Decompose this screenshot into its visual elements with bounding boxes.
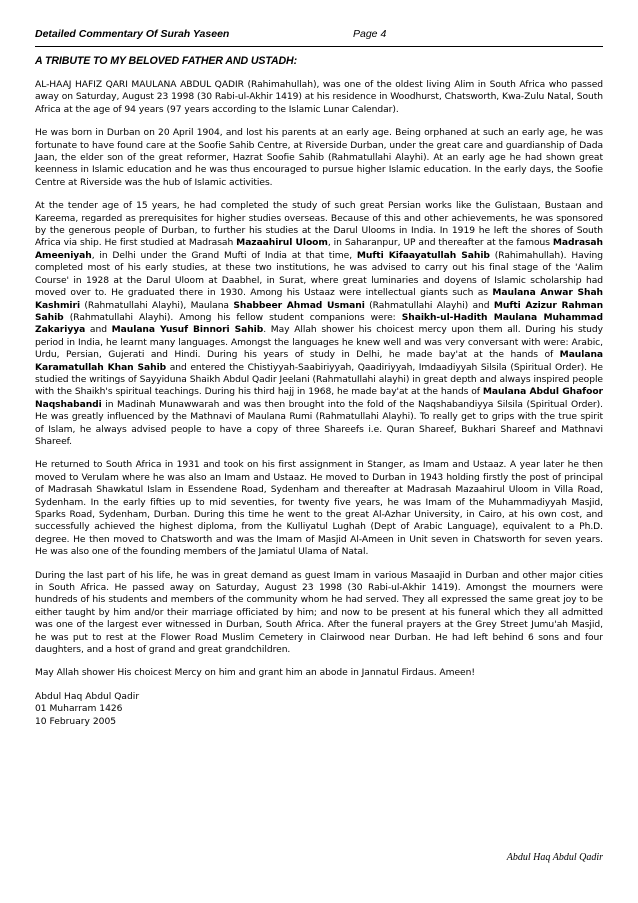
footer-author: Abdul Haq Abdul Qadir bbox=[506, 852, 603, 863]
paragraph bbox=[35, 667, 603, 679]
bold-name-text: Maulana Abdul Ghafoor Naqshabandi bbox=[35, 387, 603, 410]
body-text bbox=[35, 79, 603, 680]
paragraph-text: (Rahmatullahi Alayhi) and bbox=[364, 300, 494, 311]
paragraph-text: AL-HAAJ HAFIZ QARI MAULANA ABDUL QADIR (Rahimahullah), was one of the oldest living Alim in South Africa who passed away on Saturday, August 23 1998 (30 Rabi-ul-Akhir 1419) at his residence in Woodhurst, Chatsworth, Kwa-Zulu Natal, South Africa at the age of 94 years (97 years according to the Islamic Lunar Calendar). bbox=[35, 80, 603, 115]
signature-name: Abdul Haq Abdul Qadir bbox=[35, 691, 140, 702]
page-header bbox=[35, 28, 603, 47]
bold-name-text: Madrasah Ameeniyah bbox=[35, 238, 603, 261]
paragraph bbox=[35, 570, 603, 657]
tribute-heading: A TRIBUTE TO MY BELOVED FATHER AND USTADH: bbox=[35, 55, 298, 67]
paragraph-text: and entered the Chistiyyah-Saabiriyyah, Qaadiriyyah, Imdaadiyyah Silsila (Spiritual Order). He studied the writings of Sayyiduna Shaikh Abdul Qadir Jeelani (Rahmatullahi alayhi) in great depth and always inspired people with the Shaikh's spiritual teachings. During his third hajj in 1968, he made bay'at at the hands of bbox=[35, 362, 603, 398]
paragraph-text: , in Saharanpur, UP and thereafter at the famous bbox=[327, 238, 553, 249]
bold-name-text: Maulana Yusuf Binnori Sahib bbox=[111, 325, 264, 336]
signature-hijri-date: 01 Muharram 1426 bbox=[35, 704, 123, 715]
bold-name-text: Maulana Anwar Shah Kashmiri bbox=[35, 288, 603, 311]
signature-date: 10 February 2005 bbox=[35, 716, 117, 727]
bold-name-text: Mufti Kifaayatullah Sahib bbox=[356, 250, 490, 261]
page-number: Page 4 bbox=[353, 28, 387, 40]
paragraph-text: (Rahmatullahi Alayhi). Among his fellow student companions were: bbox=[63, 312, 402, 323]
paragraph-text: , in Delhi under the Grand Mufti of India at that time, bbox=[91, 250, 357, 261]
paragraph-text: (Rahmatullahi Alayhi), Maulana bbox=[80, 300, 234, 311]
paragraph-text: He returned to South Africa in 1931 and took on his first assignment in Stanger, as Imam and Ustaaz. A year later he then moved to Verulam where he was also an Imam and Ustaaz. He moved to Durban in 1943 holding firstly the post of principal of Madrasah Shawkatul Islam in Essendene Road, Sydenham and thereafter at Madrasah Mazaahirul Uloom in Villa Road, Sydenham. In the early fifties up to mid seventies, for twenty five years, he was Imam of the Muhammadiyyah Masjid, Sparks Road, Sydenham, Durban. During this time he went to the great Al-Azhar University, in Cairo, at his own cost, and successfully achieved the highest diploma, from the Kulliyatul Lughah (Dept of Arabic Language), equivalent to a Ph.D. degree. He then moved to Chatsworth and was the Imam of Masjid Al-Ameen in Unit seven in Chatsworth for seven years. He was also one of the founding members of the Jamiatul Ulama of Natal. bbox=[35, 460, 603, 558]
bold-name-text: Shaikh-ul-Hadith Maulana Muhammad Zakariyya bbox=[35, 312, 603, 336]
bold-name-text: Mazaahirul Uloom bbox=[236, 238, 328, 249]
document-title: Detailed Commentary Of Surah Yaseen bbox=[35, 28, 230, 40]
paragraph bbox=[35, 200, 603, 448]
paragraph bbox=[35, 127, 603, 189]
bold-name-text: Shabbeer Ahmad Usmani bbox=[233, 300, 365, 311]
paragraph-text: May Allah shower His choicest Mercy on him and grant him an abode in Jannatul Firdaus. Ameen! bbox=[35, 668, 475, 679]
paragraph-text: At the tender age of 15 years, he had completed the study of such great Persian works like the Gulistaan, Bustaan and Kareema, regarded as prerequisites for higher studies overseas. Because of this and other achievements, he was sponsored by the generous people of Durban, to further his studies at the Darul Ulooms in India. In 1919 he left the shores of South Africa via ship. He first studied at Madrasah bbox=[35, 201, 603, 249]
paragraph bbox=[35, 79, 603, 116]
paragraph-text: and bbox=[85, 325, 112, 336]
paragraph-text: He was born in Durban on 20 April 1904, and lost his parents at an early age. Being orphaned at such an early age, he was fortunate to have found care at the Soofie Sahib Centre, at Riverside Durban, under the great care and guardianship of Dada Jaan, the elder son of the great reformer, Hazrat Soofie Sahib (Rahmatullahi Alayhi). At an early age he had shown great keenness in Islamic education and he was thus encouraged to pursue higher Islamic education. In the early days, the Soofie Centre at Riverside was the hub of Islamic activities. bbox=[35, 128, 603, 188]
signature-block bbox=[35, 691, 603, 728]
paragraph-text: During the last part of his life, he was in great demand as guest Imam in various Masaajid in Durban and other major cities in South Africa. He passed away on Saturday, August 23 1998 (30 Rabi-ul-Akhir 1419). Amongst the mourners were hundreds of his students and members of the community whom he had served. They all expressed the same great joy to be either taught by him and/or their marriage officiated by him; and now to be present at his funeral which they all admitted was one of the largest ever witnessed in Durban, South Africa. After the funeral prayers at the Grey Street Jumu'ah Masjid, he was put to rest at the Flower Road Muslim Cemetery in Clairwood near Durban. He had left behind 6 sons and four daughters, and a host of grand and great grandchildren. bbox=[35, 570, 603, 656]
paragraph-text: in Madinah Munawwarah and was then brought into the fold of the Naqshabandiyya Silsila (Spiritual Order). He was greatly influenced by the Mathnavi of Maulana Rumi (Rahmatullahi Alayhi). To really get to grips with the true spirit of Islam, he always advised people to have a copy of three Shareefs i.e. Quran Shareef, Bukhari Shareef and Mathnavi Shareef. bbox=[35, 399, 603, 447]
bold-name-text: Maulana Karamatullah Khan Sahib bbox=[35, 350, 603, 373]
paragraph-text: . May Allah shower his choicest mercy upon them all. During his study period in India, he learnt many languages. Amongst the languages he knew well and was very conversant with were: Arabic, Urdu, Persian, Gujerati and Hindi. During his years of study in Delhi, he made bay'at at the hands of bbox=[35, 325, 604, 361]
paragraph bbox=[35, 459, 603, 558]
paragraph-text: (Rahimahullah). Having completed most of his early studies, at these two institutions, he was advised to carry out his final stage of the 'Aalim Course' in 1928 at the Darul Uloom at Daabhel, in Surat, where great luminaries and doyens of Islamic scholarship had moved over to. He graduated there in 1930. Among his Ustaaz were intellectual giants such as bbox=[35, 250, 604, 299]
document-page bbox=[35, 28, 603, 728]
bold-name-text: Mufti Azizur Rahman Sahib bbox=[35, 300, 604, 323]
